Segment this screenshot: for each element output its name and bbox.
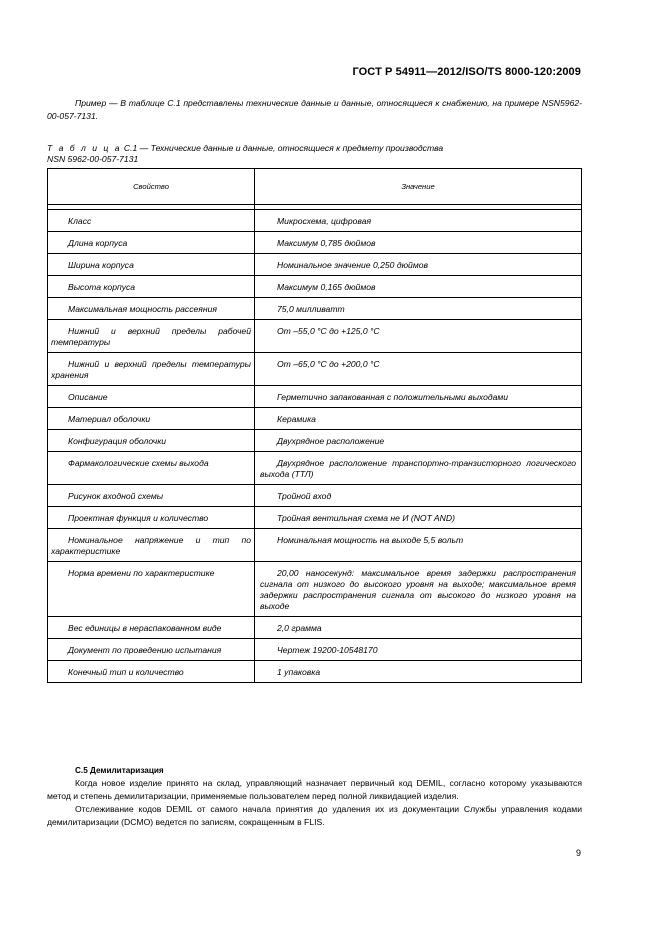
value-text: Герметично запакованная с положительными выходами xyxy=(277,392,509,402)
spec-table xyxy=(47,168,582,683)
value-text: Керамика xyxy=(277,414,316,424)
property-text: Материал оболочки xyxy=(68,414,151,424)
value-text: Двухрядное расположение xyxy=(277,436,385,446)
value-cell xyxy=(255,562,582,617)
property-cell xyxy=(48,254,255,276)
value-cell xyxy=(255,232,582,254)
value-text: 2,0 грамма xyxy=(277,623,322,633)
value-cell xyxy=(255,254,582,276)
value-cell xyxy=(255,452,582,485)
table-row xyxy=(48,320,582,353)
property-text: Вес единицы в нераспакованном виде xyxy=(68,623,222,633)
column-header-property: Свойство xyxy=(48,169,255,205)
table-header-row xyxy=(48,169,582,205)
property-cell xyxy=(48,507,255,529)
table-row xyxy=(48,562,582,617)
property-text: Конфигурация оболочки xyxy=(68,436,167,446)
property-text: Нижний и верхний пределы температуры хранения xyxy=(51,359,251,380)
table-row xyxy=(48,254,582,276)
property-cell xyxy=(48,562,255,617)
property-text: Высота корпуса xyxy=(68,282,136,292)
property-cell xyxy=(48,276,255,298)
property-cell xyxy=(48,210,255,232)
property-cell xyxy=(48,386,255,408)
value-cell xyxy=(255,529,582,562)
table-row xyxy=(48,529,582,562)
property-cell xyxy=(48,353,255,386)
value-text: От –55,0 °С до +125,0 °С xyxy=(277,326,380,336)
value-cell xyxy=(255,639,582,661)
value-cell xyxy=(255,386,582,408)
property-cell xyxy=(48,430,255,452)
property-text: Рисунок входной схемы xyxy=(68,491,164,501)
table-row xyxy=(48,452,582,485)
table-row xyxy=(48,210,582,232)
property-cell xyxy=(48,408,255,430)
property-text: Максимальная мощность рассеяния xyxy=(68,304,217,314)
value-text: Двухрядное расположение транспортно-транзисторного логического выхода (ТТЛ) xyxy=(260,458,576,479)
table-row xyxy=(48,353,582,386)
table-row xyxy=(48,386,582,408)
document-header: ГОСТ Р 54911—2012/ISO/TS 8000-120:2009 xyxy=(352,66,581,78)
property-cell xyxy=(48,617,255,639)
property-cell xyxy=(48,452,255,485)
value-text: Чертеж 19200-10548170 xyxy=(277,645,378,655)
property-text: Номинальное напряжение и тип по характеристике xyxy=(51,535,251,556)
table-caption-label: Т а б л и ц а xyxy=(47,143,122,153)
table-row xyxy=(48,408,582,430)
value-text: Номинальное значение 0,250 дюймов xyxy=(277,260,428,270)
value-cell xyxy=(255,485,582,507)
section-paragraph-1: Когда новое изделие принято на склад, управляющий назначает первичный код DEMIL, согласно которому указываются метод и степень демилитаризации, применяемые пользователем перед полной ликвидацией изделия. xyxy=(47,778,582,801)
value-text: Микросхема, цифровая xyxy=(277,216,372,226)
property-cell xyxy=(48,298,255,320)
section-paragraph-2: Отслеживание кодов DEMIL от самого начала принятия до удаления их из документации Службы управления кодами демилитаризации (DCMO) ведется по записям, сокращенным в FLIS. xyxy=(47,804,582,827)
table-row xyxy=(48,485,582,507)
value-cell xyxy=(255,298,582,320)
value-text: Тройной вход xyxy=(277,491,332,501)
property-text: Класс xyxy=(68,216,92,226)
property-text: Фармакологические схемы выхода xyxy=(68,458,209,468)
value-text: 75,0 милливатт xyxy=(277,304,345,314)
property-text: Норма времени по характеристике xyxy=(68,568,215,578)
property-cell xyxy=(48,639,255,661)
table-row xyxy=(48,507,582,529)
property-text: Нижний и верхний пределы рабочей температуры xyxy=(51,326,251,347)
section-demilitarization xyxy=(47,764,582,829)
property-cell xyxy=(48,529,255,562)
value-text: Максимум 0,165 дюймов xyxy=(277,282,376,292)
value-text: Номинальная мощность на выходе 5,5 вольт xyxy=(277,535,464,545)
column-header-value: Значение xyxy=(255,169,582,205)
property-text: Проектная функция и количество xyxy=(68,513,209,523)
value-cell xyxy=(255,210,582,232)
value-text: 1 упаковка xyxy=(277,667,321,677)
value-cell xyxy=(255,276,582,298)
value-cell xyxy=(255,408,582,430)
table-row xyxy=(48,639,582,661)
page-number: 9 xyxy=(575,848,581,858)
table-row xyxy=(48,661,582,683)
table-caption-title: С.1 — Технические данные и данные, относящиеся к предмету производства xyxy=(121,143,444,153)
property-text: Описание xyxy=(68,392,108,402)
property-text: Документ по проведению испытания xyxy=(68,645,222,655)
value-cell xyxy=(255,617,582,639)
property-cell xyxy=(48,320,255,353)
table-row xyxy=(48,617,582,639)
example-paragraph: Пример — В таблице С.1 представлены технические данные и данные, относящиеся к снабжению, на примере NSN5962-00-057-7131. xyxy=(47,98,582,121)
table-body xyxy=(48,205,582,683)
value-text: 20,00 наносекунд: максимальное время задержки распространения сигнала от низкого до высокого уровня на выходе; максимальное время задержки распространения сигнала от высокого до низкого уровня на выходе xyxy=(260,568,576,611)
property-text: Длина корпуса xyxy=(68,238,128,248)
value-cell xyxy=(255,430,582,452)
value-text: От –65,0 °С до +200,0 °С xyxy=(277,359,380,369)
table-caption xyxy=(47,143,582,165)
property-cell xyxy=(48,485,255,507)
property-cell xyxy=(48,661,255,683)
value-cell xyxy=(255,507,582,529)
table-row xyxy=(48,276,582,298)
value-cell xyxy=(255,353,582,386)
property-cell xyxy=(48,232,255,254)
value-cell xyxy=(255,320,582,353)
value-text: Максимум 0,785 дюймов xyxy=(277,238,376,248)
property-text: Конечный тип и количество xyxy=(68,667,184,677)
property-text: Ширина корпуса xyxy=(68,260,134,270)
section-title: С.5 Демилитаризация xyxy=(75,766,164,775)
table-row xyxy=(48,298,582,320)
value-text: Тройная вентильная схема не И (NOT AND) xyxy=(277,513,455,523)
table-row xyxy=(48,430,582,452)
table-row xyxy=(48,232,582,254)
value-cell xyxy=(255,661,582,683)
table-caption-nsn: NSN 5962-00-057-7131 xyxy=(47,154,139,164)
